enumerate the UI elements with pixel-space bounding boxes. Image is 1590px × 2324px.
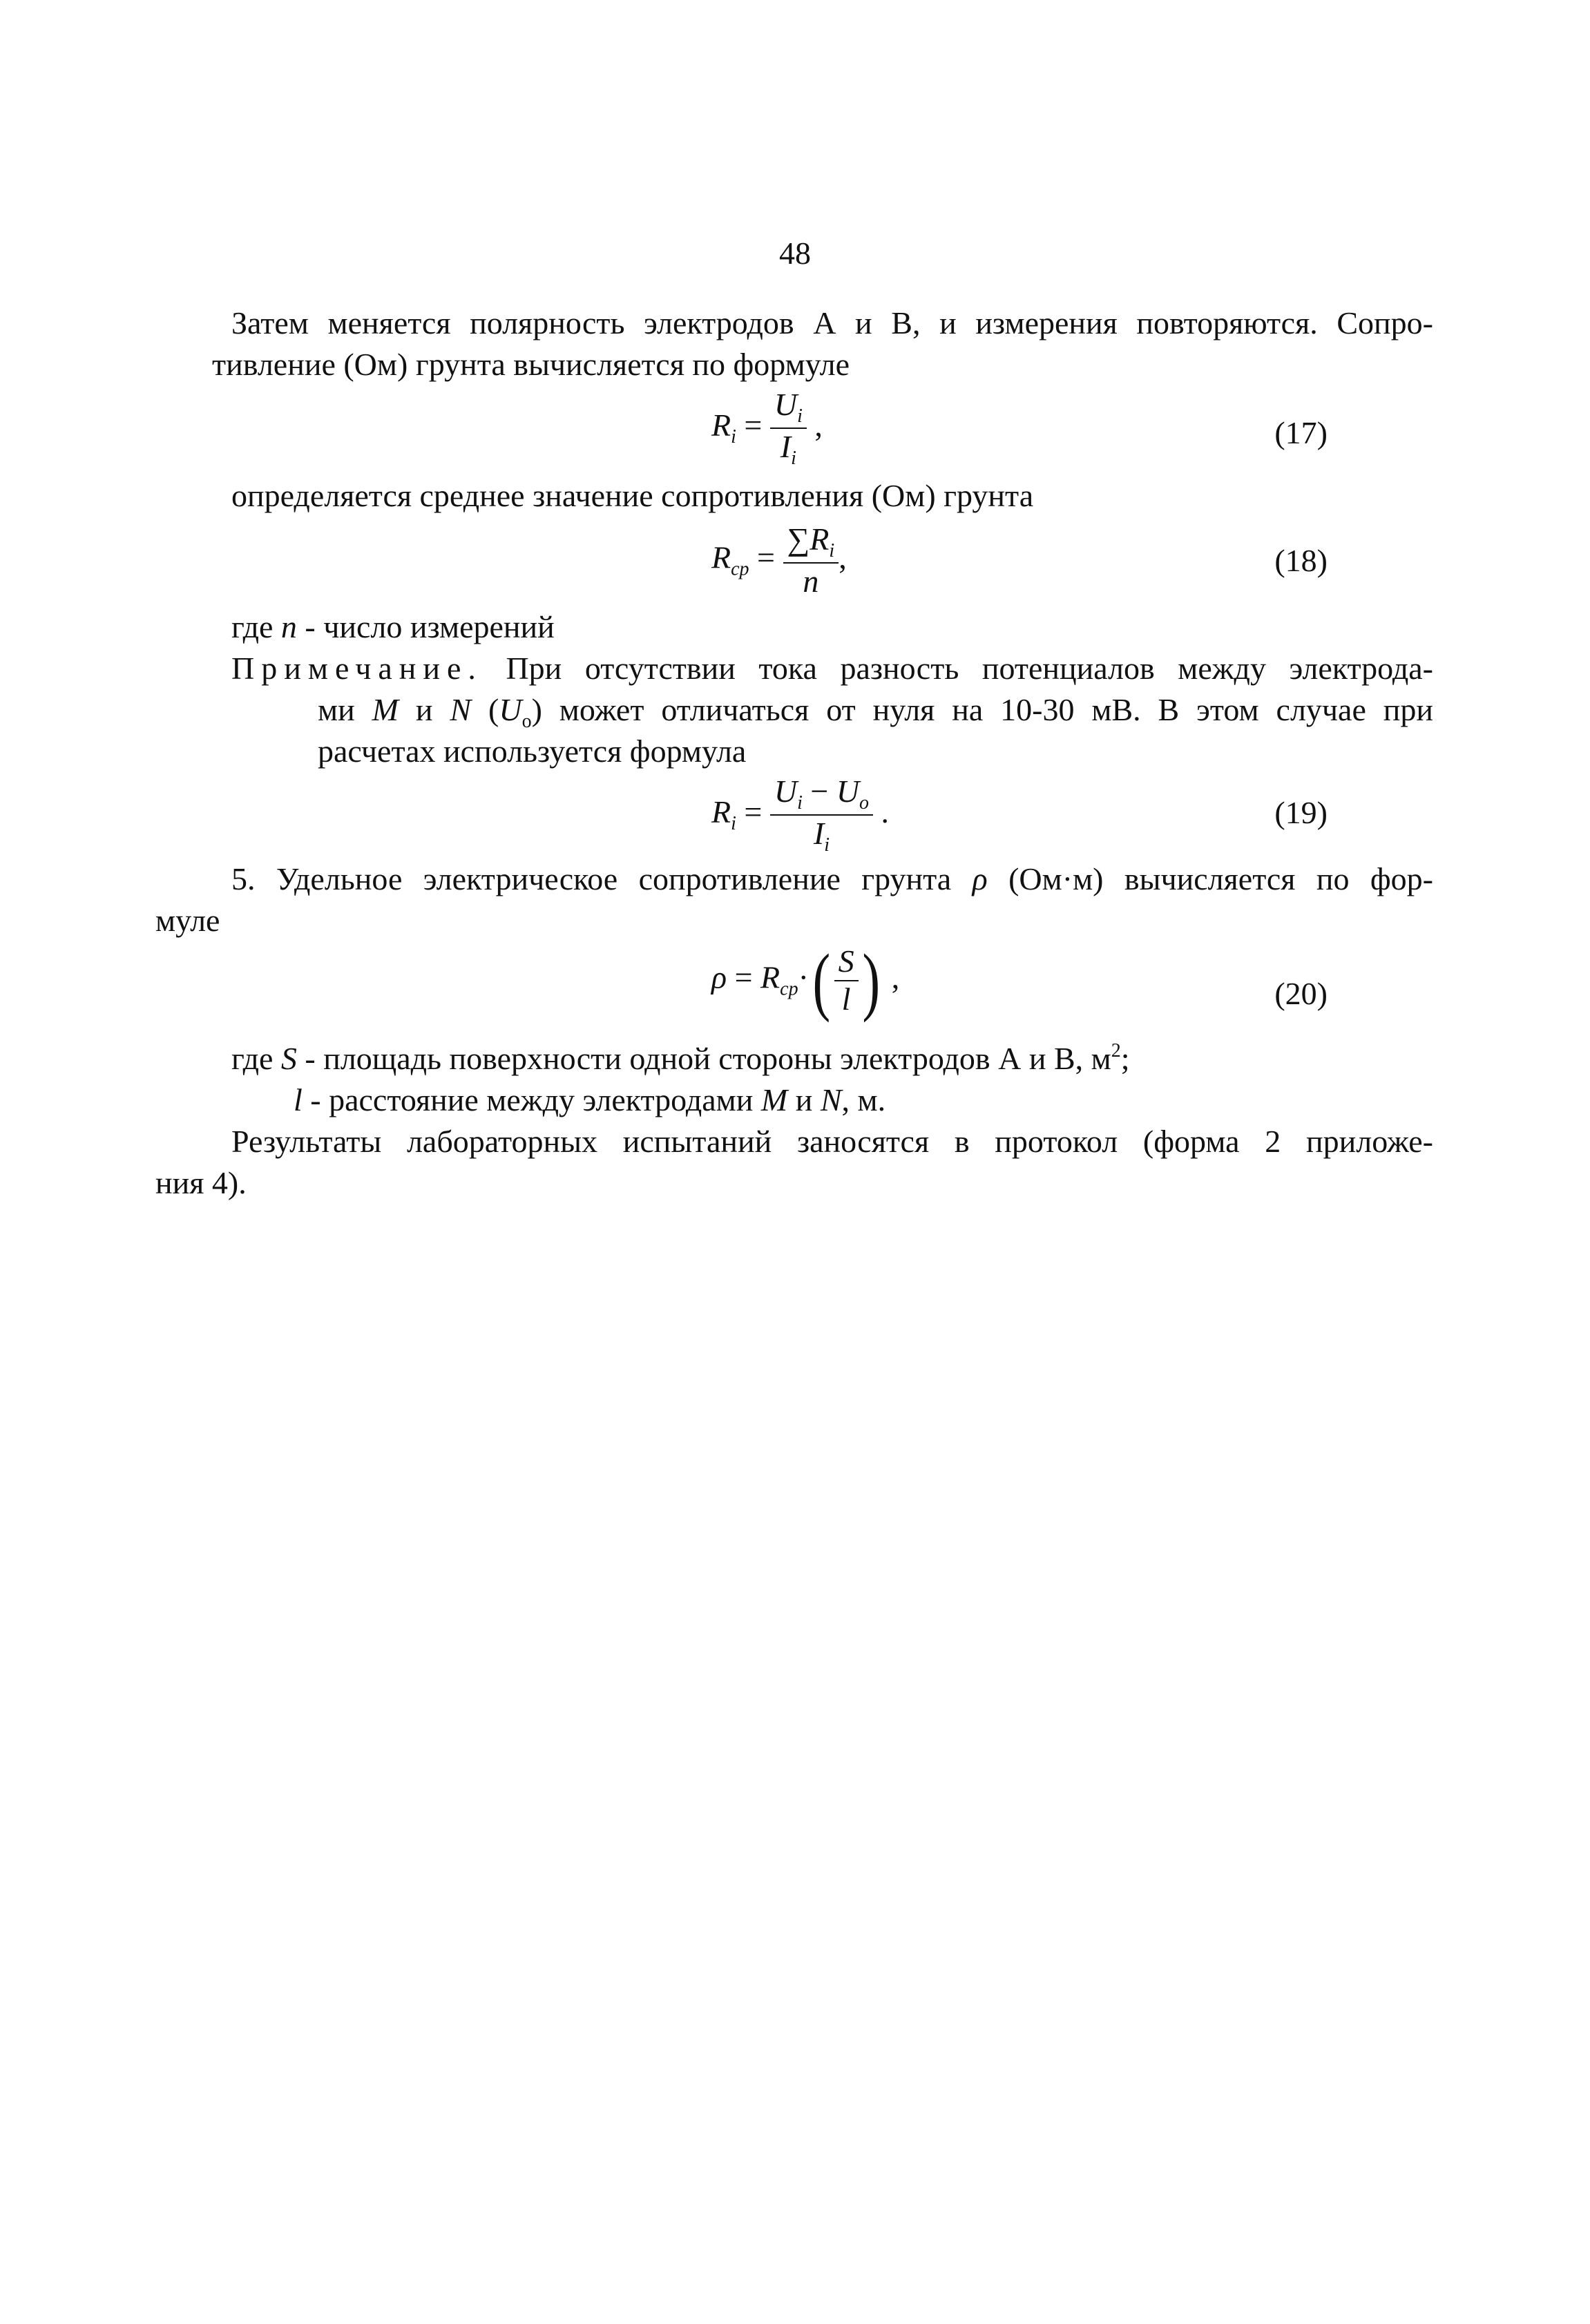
- paragraph-line: Затем меняется полярность электродов А и В, и измерения повторяются. Сопро-: [231, 305, 1433, 340]
- text: (Ом·м) вычисляется по фор-: [987, 861, 1433, 896]
- fraction-denominator: [770, 429, 807, 470]
- formula-subscript: cp: [780, 978, 798, 1000]
- formula-symbol: U: [836, 774, 860, 809]
- fraction: [770, 387, 807, 470]
- text: При отсутствии тока разность потенциалов между электрода-: [482, 651, 1433, 686]
- text: ми: [318, 692, 372, 727]
- formula-operator: =: [736, 794, 770, 829]
- text: ;: [1120, 1041, 1130, 1076]
- formula-punctuation: ,: [883, 959, 900, 995]
- paragraph-line: Результаты лабораторных испытаний заносятся в протокол (форма 2 приложе-: [231, 1124, 1433, 1159]
- formula-punctuation: ,: [806, 407, 823, 443]
- formula-subscript: cp: [731, 558, 749, 580]
- equation-number: (17): [1274, 415, 1328, 450]
- equation-number: (19): [1274, 795, 1328, 830]
- formula-symbol: U: [774, 387, 798, 422]
- formula-17: [711, 387, 823, 470]
- formula-symbol: S: [838, 943, 854, 979]
- text: 5. Удельное электрическое сопротивление грунта: [231, 861, 973, 896]
- formula-subscript: i: [731, 812, 736, 834]
- note-label: Примечание.: [231, 651, 483, 686]
- paragraph-mean: [231, 477, 1033, 515]
- formula-symbol: R: [711, 407, 731, 443]
- formula-subscript: i: [791, 448, 796, 470]
- formula-symbol: N: [820, 1082, 842, 1117]
- fraction-numerator: [834, 943, 859, 981]
- formula-symbol: l: [841, 981, 851, 1017]
- formula-subscript: i: [797, 792, 803, 814]
- note-line: [231, 649, 1433, 687]
- formula-subscript: o: [521, 711, 532, 732]
- paragraph-line: [231, 860, 1433, 898]
- text: (: [471, 692, 499, 727]
- formula-symbol: S: [280, 1041, 297, 1076]
- formula-subscript: i: [824, 834, 830, 856]
- formula-18: [711, 521, 847, 600]
- formula-operator: =: [727, 959, 761, 995]
- formula-operator: =: [749, 539, 783, 575]
- fraction-denominator: [783, 564, 839, 600]
- fraction-denominator: [770, 816, 873, 856]
- formula-punctuation: .: [873, 794, 890, 829]
- paragraph-line: муле: [155, 903, 220, 938]
- formula-symbol: R: [711, 539, 731, 575]
- formula-symbol: n: [803, 564, 819, 599]
- formula-operator: ·: [798, 959, 809, 995]
- formula-operator: =: [736, 407, 770, 443]
- text: - число измерений: [296, 609, 555, 644]
- formula-punctuation: ,: [839, 539, 847, 575]
- formula-symbol: M: [372, 692, 399, 727]
- paragraph-line: определяется среднее значение сопротивления (Ом) грунта: [231, 478, 1034, 513]
- paragraph-line: [231, 1039, 1130, 1077]
- paragraph-line: тивление (Ом) грунта вычисляется по формуле: [212, 347, 850, 382]
- formula-symbol: R: [760, 959, 780, 995]
- left-paren: (: [812, 939, 831, 1023]
- text: где: [231, 1041, 281, 1076]
- fraction-numerator: [783, 521, 839, 564]
- fraction-denominator: [834, 981, 859, 1018]
- formula-symbol: U: [774, 774, 798, 809]
- text: - расстояние между электродами: [302, 1082, 761, 1117]
- formula-subscript: o: [859, 792, 870, 814]
- fraction-numerator: [770, 387, 807, 429]
- formula-symbol: N: [450, 692, 472, 727]
- formula-symbol: ∑R: [787, 521, 830, 557]
- formula-symbol: U: [499, 692, 522, 727]
- equation-number: (20): [1274, 976, 1328, 1011]
- fraction: [770, 774, 873, 856]
- formula-symbol: I: [813, 816, 825, 852]
- text: ) может отличаться от нуля на 10-30 мВ. В этом случае при: [531, 692, 1434, 727]
- formula-symbol: R: [711, 794, 731, 829]
- formula-symbol: M: [760, 1082, 788, 1117]
- formula-symbol: I: [780, 429, 792, 465]
- formula-symbol: l: [294, 1082, 303, 1117]
- formula-20: [711, 939, 900, 1023]
- formula-symbol: ρ: [972, 861, 988, 896]
- formula-19: [711, 774, 889, 856]
- text: - площадь поверхности одной стороны электродов А и В, м: [296, 1041, 1111, 1076]
- superscript: 2: [1111, 1040, 1121, 1062]
- text: , м.: [841, 1082, 886, 1117]
- equation-number: (18): [1274, 543, 1328, 578]
- paragraph-line: ния 4).: [155, 1165, 247, 1200]
- formula-subscript: i: [797, 405, 803, 427]
- paragraph-where-n: [231, 608, 555, 646]
- text: где: [231, 609, 281, 644]
- note-line: расчетах используется формула: [318, 733, 747, 769]
- formula-subscript: i: [731, 425, 736, 448]
- page-number: 48: [779, 236, 811, 271]
- formula-symbol: ρ: [711, 959, 727, 995]
- text: и: [787, 1082, 821, 1117]
- fraction-numerator: [770, 774, 873, 816]
- note-line: [318, 691, 1433, 733]
- text: и: [398, 692, 450, 727]
- paragraph-line: [294, 1081, 885, 1119]
- formula-symbol: n: [280, 609, 297, 644]
- right-paren: ): [862, 939, 880, 1023]
- formula-operator: −: [802, 774, 836, 809]
- formula-subscript: i: [829, 540, 835, 561]
- fraction: [783, 521, 839, 600]
- fraction: [834, 943, 859, 1018]
